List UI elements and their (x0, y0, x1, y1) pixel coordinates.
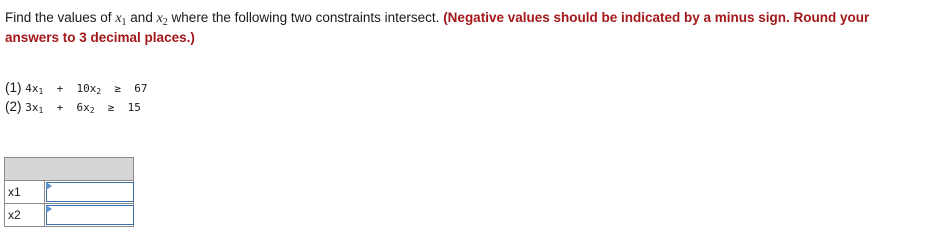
x1-answer-cell (45, 181, 134, 204)
row-label-x2: x2 (5, 204, 45, 227)
instruction-text: (Negative values should be indicated by a minus sign. Round your answers to 3 decimal places.) (5, 10, 870, 45)
variable-x1: $x_1$ (115, 11, 127, 28)
question-prefix: Find the values of (5, 10, 116, 25)
constraint-1 (5, 79, 148, 98)
constraint-expression: $3x_1 + 6x_2 \ge 15$ (25, 101, 141, 115)
input-flag-icon (46, 205, 52, 213)
table-row (5, 181, 134, 204)
constraint-2 (5, 98, 148, 117)
table-row (5, 204, 134, 227)
x2-answer-cell (45, 204, 134, 227)
constraint-expression: $4x_1 + 10x_2 \ge 67$ (25, 82, 148, 96)
variable-x2: $x_2$ (156, 11, 168, 28)
question-between: and (126, 10, 157, 25)
row-label-x1: x1 (5, 181, 45, 204)
constraint-label: (2) (5, 99, 22, 114)
answer-table-header (5, 158, 134, 181)
input-flag-icon (46, 182, 52, 190)
x1-answer-input[interactable] (46, 182, 134, 202)
question-text (5, 8, 925, 47)
constraint-label: (1) (5, 80, 22, 95)
header-cell (5, 158, 134, 181)
question-suffix: where the following two constraints intersect. (167, 10, 444, 25)
constraints-list (5, 79, 148, 117)
answer-table (4, 157, 134, 227)
x2-answer-input[interactable] (46, 205, 134, 225)
